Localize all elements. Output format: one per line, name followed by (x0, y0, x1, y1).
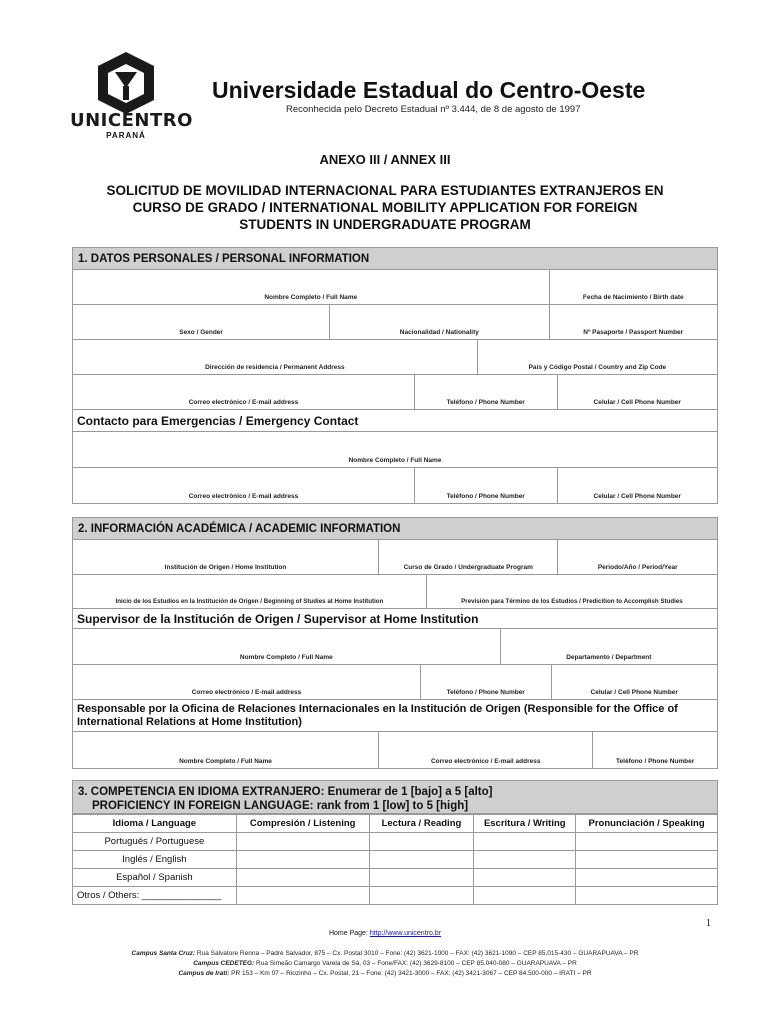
field-label: Correo electrónico / E-mail address (188, 399, 299, 406)
document-title-line: STUDENTS IN UNDERGRADUATE PROGRAM (239, 217, 531, 232)
heading-line: 3. COMPETENCIA EN IDIOMA EXTRANJERO: Enumerar de 1 [bajo] a 5 [alto] (78, 786, 493, 798)
page-number: 1 (706, 918, 711, 929)
column-header: Compresión / Listening (236, 815, 369, 833)
column-header: Idioma / Language (73, 815, 237, 833)
table-row (73, 833, 718, 851)
table-row (73, 887, 718, 905)
annex-heading: ANEXO III / ANNEX III (319, 152, 451, 167)
form-row (73, 540, 717, 575)
heading-line: PROFICIENCY IN FOREIGN LANGUAGE: rank from 1 [low] to 5 [high] (92, 800, 469, 812)
nationality-field[interactable] (330, 305, 549, 339)
office-phone-field[interactable] (593, 732, 717, 768)
writing-input[interactable] (474, 869, 576, 887)
footer-campus-line (0, 960, 770, 967)
cell-phone-field[interactable] (558, 375, 718, 409)
studies-completion-field[interactable] (427, 575, 717, 608)
logo-wordmark: UNICENTRO (70, 110, 193, 131)
logo-subtext: PARANÁ (106, 131, 146, 140)
field-label: Celular / Cell Phone Number (590, 689, 678, 696)
table-row (73, 869, 718, 887)
reading-input[interactable] (369, 869, 474, 887)
field-label: Sexo / Gender (179, 329, 223, 336)
period-year-field[interactable] (558, 540, 717, 574)
other-language-field[interactable]: Otros / Others: _______________ (73, 887, 237, 905)
field-label: Departamento / Department (566, 654, 652, 661)
form-row (73, 270, 717, 305)
form-row (73, 340, 717, 375)
full-name-field[interactable] (73, 270, 550, 304)
supervisor-full-name-field[interactable] (73, 629, 501, 664)
home-page-label: Home Page: (328, 930, 370, 937)
supervisor-email-field[interactable] (73, 665, 421, 699)
field-label: Teléfono / Phone Number (446, 493, 525, 500)
section-header (72, 780, 718, 814)
birth-date-field[interactable] (550, 270, 717, 304)
document-title (60, 182, 710, 233)
table-header-row (73, 815, 718, 833)
field-label: Nombre Completo / Full Name (348, 457, 442, 464)
field-label: Teléfono / Phone Number (616, 758, 695, 765)
form-row (73, 629, 717, 665)
speaking-input[interactable] (576, 851, 718, 869)
column-header: Lectura / Reading (369, 815, 474, 833)
listening-input[interactable] (236, 851, 369, 869)
campus-address: PR 153 – Km 07 – Riozinho – Cx. Postal, 21 – Fone: (42) 3421-3000 – FAX: (42) 3421-3067 – CEP 84.500-000 – IRATI – PR (229, 970, 592, 977)
international-office-heading (73, 700, 717, 732)
field-label: Dirección de residencia / Permanent Address (205, 364, 345, 371)
form-row (73, 468, 717, 503)
campus-name: Campus de Irati: (178, 970, 230, 977)
field-label: Correo electrónico / E-mail address (188, 493, 299, 500)
speaking-input[interactable] (576, 869, 718, 887)
country-zip-field[interactable] (478, 340, 717, 374)
listening-input[interactable] (236, 869, 369, 887)
section-personal-information (72, 247, 718, 504)
campus-name: Campus CEDETEG: (193, 960, 255, 967)
campus-address: Rua Salvatore Renna – Padre Salvador, 875 – Cx. Postal 3010 – Fone: (42) 3621-1000 – FAX: (42) 3621-1090 – CEP 85.015-430 – GUARAPUAVA – PR (195, 950, 639, 957)
emergency-full-name-field[interactable] (73, 432, 717, 467)
home-page-link[interactable]: http://www.unicentro.br (369, 930, 442, 937)
field-label: Celular / Cell Phone Number (593, 399, 681, 406)
office-email-field[interactable] (379, 732, 593, 768)
field-label: Correo electrónico / E-mail address (430, 758, 541, 765)
column-header: Escritura / Writing (474, 815, 576, 833)
reading-input[interactable] (369, 887, 474, 905)
supervisor-phone-field[interactable] (421, 665, 552, 699)
heading-line: International Relations at Home Institution) (77, 716, 302, 728)
campus-address: Rua Simeão Camargo Varela de Sá, 03 – Fone/FAX: (42) 3629-8100 – CEP 85.040-080 – GUARAPUAVA – PR (254, 960, 577, 967)
section-language-proficiency (72, 780, 718, 905)
passport-field[interactable] (550, 305, 717, 339)
column-header: Pronunciación / Speaking (576, 815, 718, 833)
supervisor-department-field[interactable] (501, 629, 717, 664)
campus-name: Campus Santa Cruz: (131, 950, 196, 957)
listening-input[interactable] (236, 833, 369, 851)
language-label: Portugués / Portuguese (73, 833, 237, 851)
emergency-contact-heading: Contacto para Emergencias / Emergency Contact (73, 410, 717, 432)
emergency-cell-field[interactable] (558, 468, 718, 503)
home-institution-field[interactable] (73, 540, 379, 574)
reading-input[interactable] (369, 851, 474, 869)
field-label: Institución de Origen / Home Institution (164, 564, 287, 571)
field-label: Inicio de los Estudios en la Institución de Origen / Beginning of Studies at Home Institution (115, 598, 384, 605)
form-row (73, 305, 717, 340)
field-label: Previsión para Término de los Estudios / Predicition to Accomplish Studies (461, 598, 683, 605)
speaking-input[interactable] (576, 833, 718, 851)
field-label: Nº Pasaporte / Passport Number (583, 329, 684, 336)
form-row (73, 375, 717, 410)
language-label: Español / Spanish (73, 869, 237, 887)
reading-input[interactable] (369, 833, 474, 851)
writing-input[interactable] (474, 833, 576, 851)
form-row (73, 575, 717, 609)
emergency-email-field[interactable] (73, 468, 415, 503)
field-label: Nombre Completo / Full Name (179, 758, 272, 765)
gender-field[interactable] (73, 305, 330, 339)
field-label: Teléfono / Phone Number (446, 399, 525, 406)
document-header (0, 0, 770, 150)
office-full-name-field[interactable] (73, 732, 379, 768)
field-label: Teléfono / Phone Number (446, 689, 525, 696)
email-field[interactable] (73, 375, 415, 409)
university-subtitle: Reconhecida pelo Decreto Estadual nº 3.444, de 8 de agosto de 1997 (286, 104, 581, 115)
field-label: Correo electrónico / E-mail address (191, 689, 302, 696)
form-row (73, 732, 717, 768)
field-label: País y Código Postal / Country and Zip Code (528, 364, 667, 371)
document-title-line: SOLICITUD DE MOVILIDAD INTERNACIONAL PARA ESTUDIANTES EXTRANJEROS EN (106, 183, 664, 198)
studies-beginning-field[interactable] (73, 575, 427, 608)
language-table (72, 814, 718, 905)
field-label: Nacionalidad / Nationality (399, 329, 479, 336)
writing-input[interactable] (474, 851, 576, 869)
listening-input[interactable] (236, 887, 369, 905)
undergrad-program-field[interactable] (379, 540, 558, 574)
footer-campus-line (0, 970, 770, 977)
section-header: 2. INFORMACIÓN ACADÉMICA / ACADEMIC INFORMATION (73, 518, 717, 540)
footer-campus-line (0, 950, 770, 957)
field-label: Celular / Cell Phone Number (593, 493, 681, 500)
heading-line: Responsable por la Oficina de Relaciones Internacionales en la Institución de Origen (Responsible for the Office of (77, 703, 678, 715)
home-page-line (0, 930, 770, 937)
speaking-input[interactable] (576, 887, 718, 905)
field-label: Nombre Completo / Full Name (239, 654, 333, 661)
language-label: Inglés / English (73, 851, 237, 869)
field-label: Curso de Grado / Undergraduate Program (403, 564, 533, 571)
table-row (73, 851, 718, 869)
field-label: Fecha de Nacimiento / Birth date (582, 294, 684, 301)
supervisor-heading: Supervisor de la Institución de Origen / Supervisor at Home Institution (73, 609, 717, 629)
supervisor-cell-field[interactable] (552, 665, 717, 699)
form-row (73, 432, 717, 468)
emergency-phone-field[interactable] (415, 468, 558, 503)
section-academic-information (72, 517, 718, 769)
phone-field[interactable] (415, 375, 558, 409)
document-title-line: CURSO DE GRADO / INTERNATIONAL MOBILITY APPLICATION FOR FOREIGN (132, 200, 638, 215)
university-title: Universidade Estadual do Centro-Oeste (212, 77, 646, 103)
address-field[interactable] (73, 340, 478, 374)
field-label: Nombre Completo / Full Name (264, 294, 358, 301)
section-header: 1. DATOS PERSONALES / PERSONAL INFORMATION (73, 248, 717, 270)
field-label: Periodo/Año / Period/Year (597, 564, 678, 571)
form-row (73, 665, 717, 700)
writing-input[interactable] (474, 887, 576, 905)
